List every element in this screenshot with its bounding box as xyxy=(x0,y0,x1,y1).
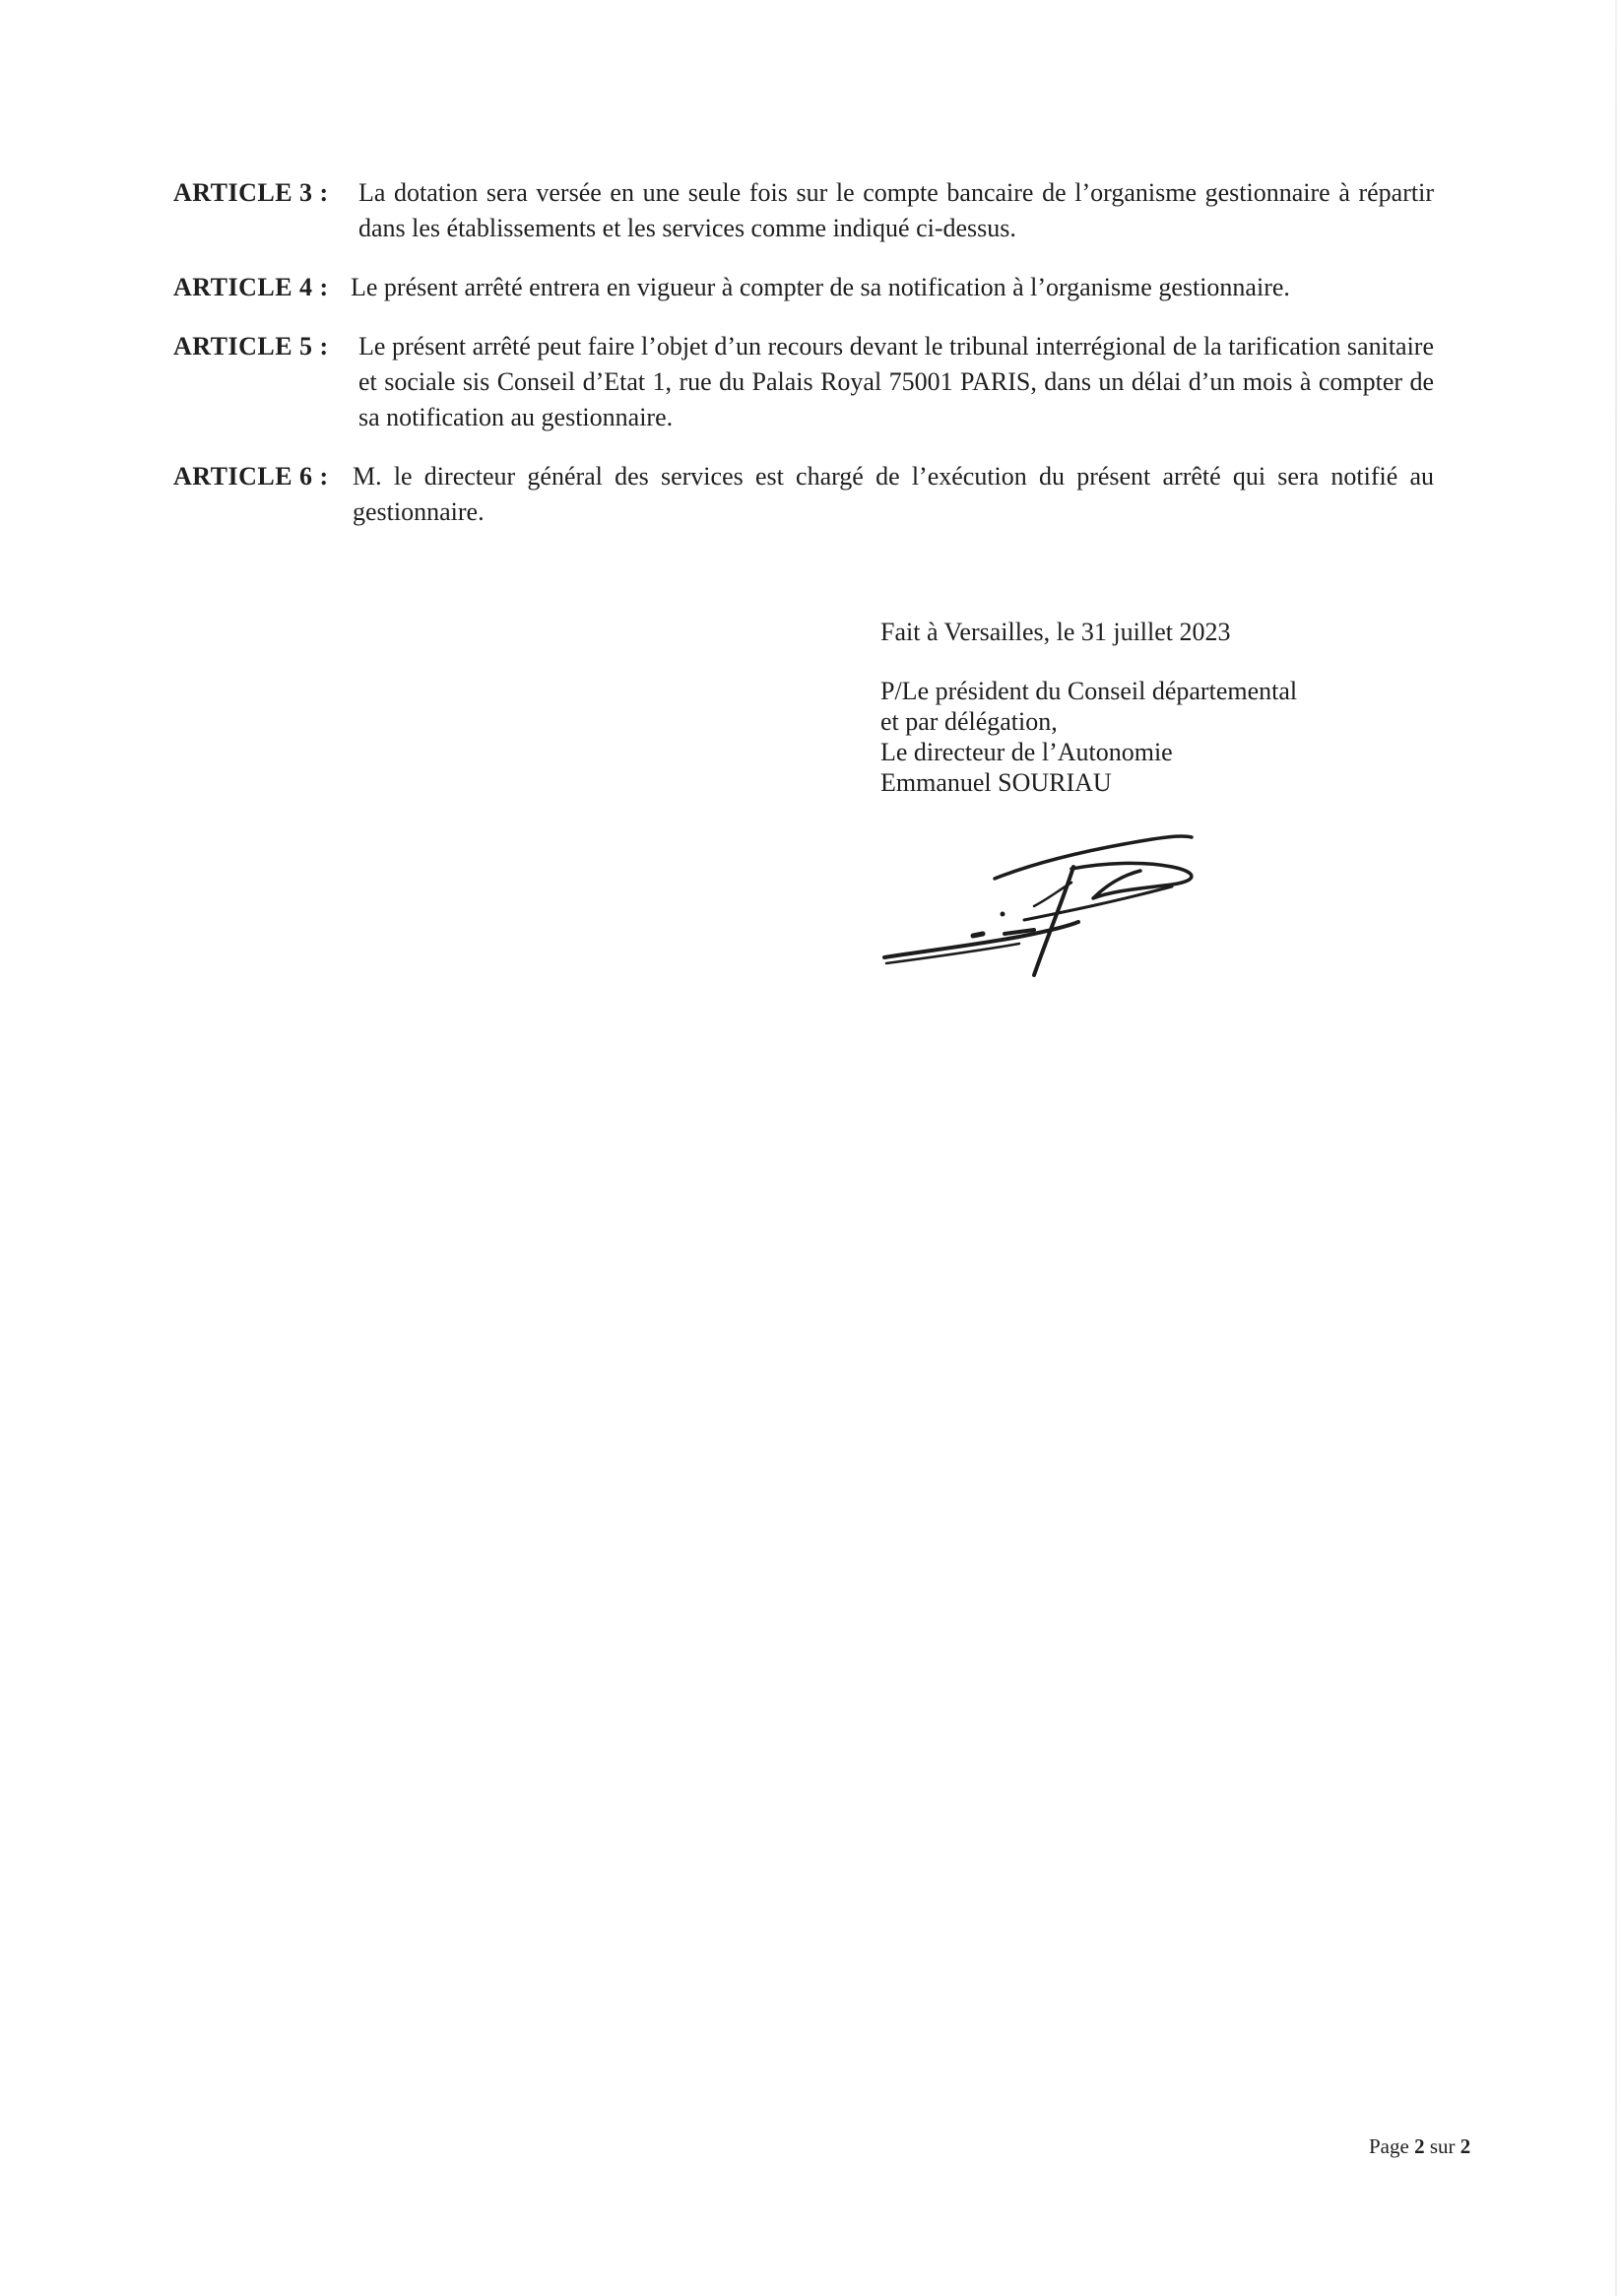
scan-edge xyxy=(1615,0,1617,2296)
signatory-delegation: et par délégation, xyxy=(880,707,1058,736)
footer-page-sep: sur xyxy=(1429,2134,1456,2158)
article-6 xyxy=(173,459,1434,530)
article-4-label: ARTICLE 4 : xyxy=(173,273,329,301)
article-5 xyxy=(173,329,1434,435)
handwritten-signature xyxy=(876,820,1270,977)
footer-page-word: Page xyxy=(1369,2134,1409,2158)
article-4-text: Le présent arrêté entrera en vigueur à compter de sa notification à l’organisme gestionnaire. xyxy=(351,273,1290,301)
article-3-text: La dotation sera versée en une seule fois sur le compte bancaire de l’organisme gestionnaire à répartir dans les établissements et les services comme indiqué ci-dessus. xyxy=(358,178,1434,242)
signatory-name: Emmanuel SOURIAU xyxy=(880,768,1112,797)
article-3-label: ARTICLE 3 : xyxy=(173,178,329,207)
footer-page-current: 2 xyxy=(1414,2134,1425,2158)
signatory-title: P/Le président du Conseil départemental xyxy=(880,677,1298,705)
footer-page-total: 2 xyxy=(1459,2134,1471,2158)
article-3 xyxy=(173,175,1434,246)
article-5-label: ARTICLE 5 : xyxy=(173,332,329,361)
page-footer xyxy=(1369,2134,1470,2159)
article-6-text: M. le directeur général des services est chargé de l’exécution du présent arrêté qui sera notifié au gestionnaire. xyxy=(353,462,1434,526)
articles-section xyxy=(173,175,1434,554)
article-5-text: Le présent arrêté peut faire l’objet d’un recours devant le tribunal interrégional de la tarification sanitaire et sociale sis Conseil d’Etat 1, rue du Palais Royal 75001 PARIS, dans un délai d’un mois à compter de sa notification au gestionnaire. xyxy=(358,332,1434,431)
signatory-role: Le directeur de l’Autonomie xyxy=(880,738,1173,766)
article-6-label: ARTICLE 6 : xyxy=(173,462,329,491)
article-4 xyxy=(173,270,1434,305)
signature-date: Fait à Versailles, le 31 juillet 2023 xyxy=(880,618,1231,646)
signature-block xyxy=(880,617,1393,798)
